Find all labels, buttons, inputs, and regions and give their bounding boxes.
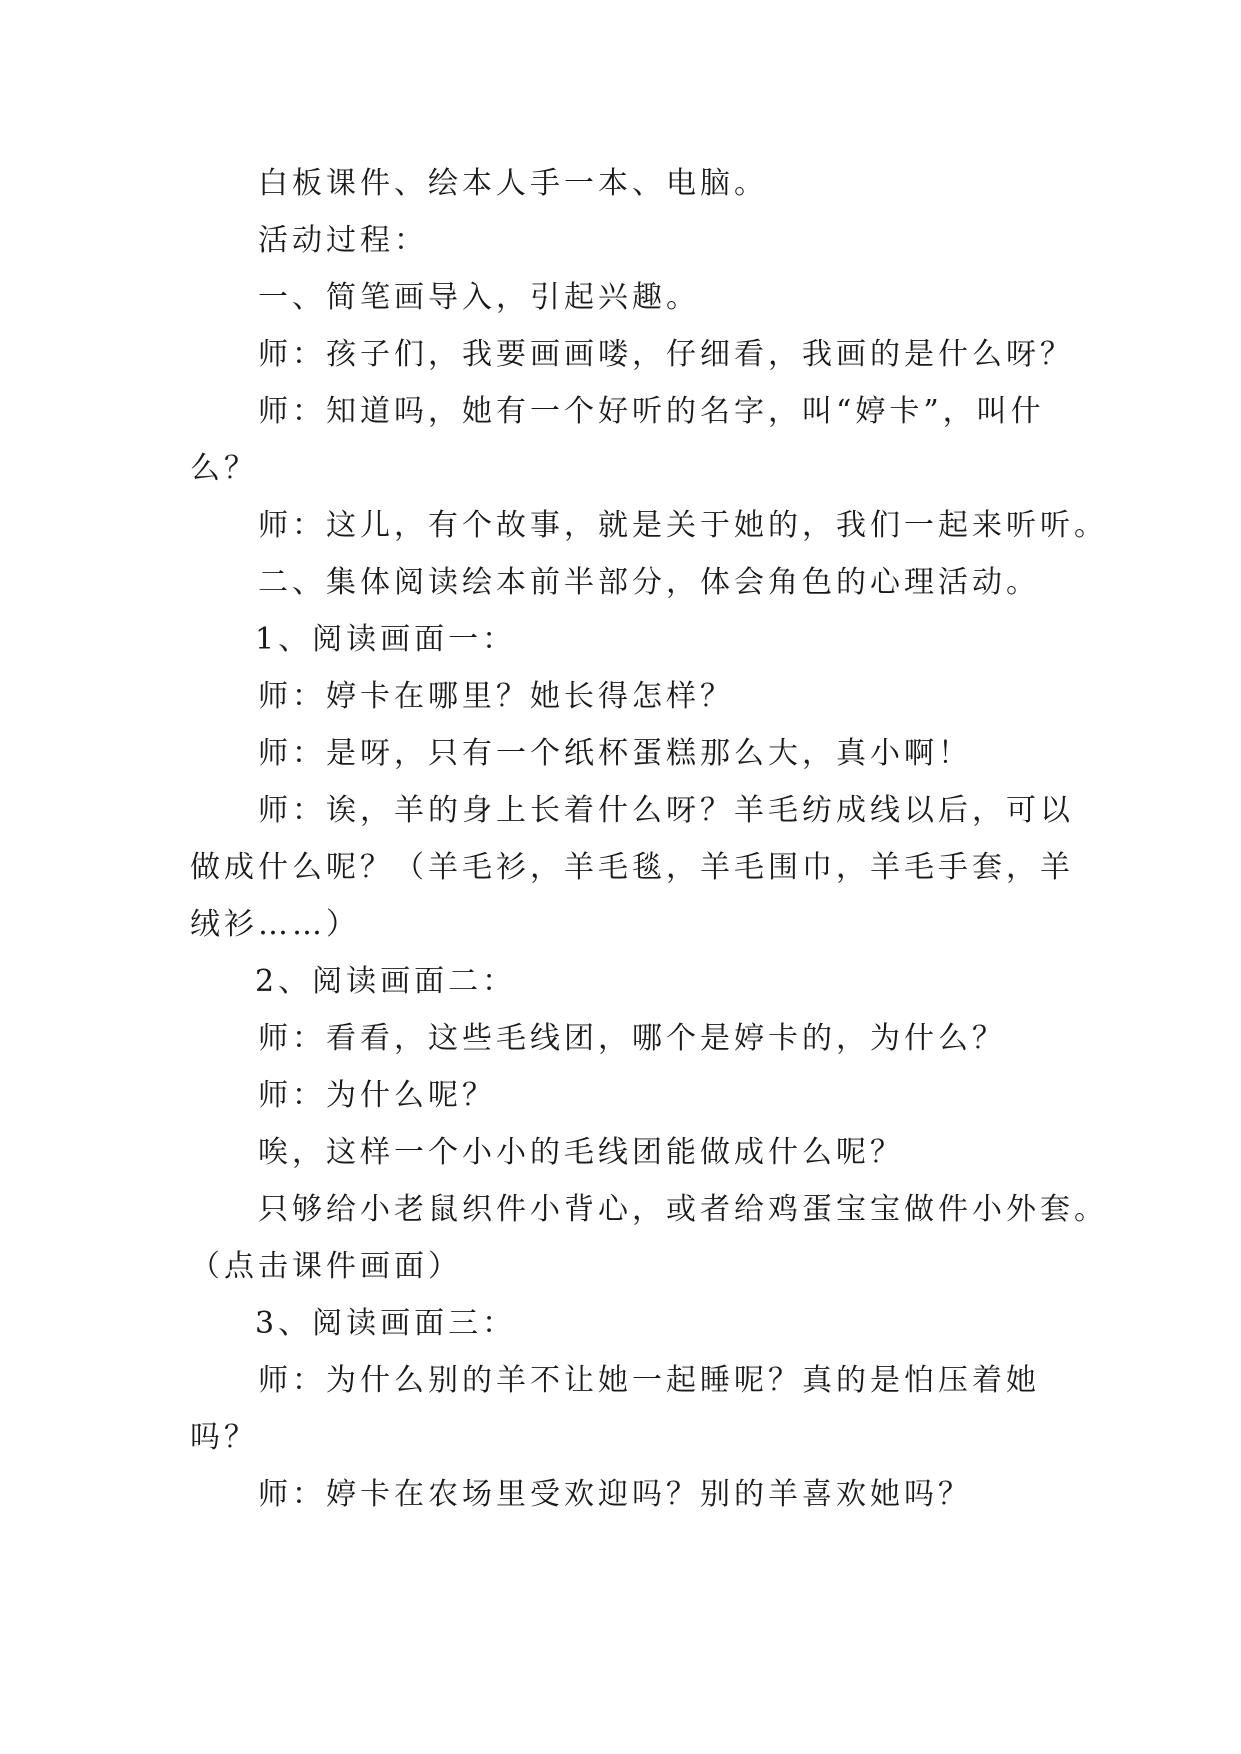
text-line: 一、简笔画导入，引起兴趣。 [258,280,700,315]
text-line: 师：诶，羊的身上长着什么呀？羊毛纺成线以后，可以 [258,793,1074,828]
text-line: 只够给小老鼠织件小背心，或者给鸡蛋宝宝做件小外套。 [258,1192,1108,1227]
text-line: 师：孩子们，我要画画喽，仔细看，我画的是什么呀？ [258,337,1074,372]
text-line: 师：是呀，只有一个纸杯蛋糕那么大，真小啊！ [258,736,972,771]
text-line: 吗？ [190,1420,258,1455]
text-line: 师：这儿，有个故事，就是关于她的，我们一起来听听。 [258,508,1108,543]
text-line: 师：婷卡在农场里受欢迎吗？别的羊喜欢她吗？ [258,1477,972,1512]
text-line: 师：知道吗，她有一个好听的名字，叫“婷卡”，叫什 [258,394,1045,429]
text-line: （点击课件画面） [190,1249,462,1284]
text-line: 二、集体阅读绘本前半部分，体会角色的心理活动。 [258,565,1040,600]
text-line: 师：看看，这些毛线团，哪个是婷卡的，为什么？ [258,1021,1006,1056]
text-line: 3、阅读画面三： [255,1306,517,1341]
text-line: 绒衫……） [190,907,360,942]
text-line: 2、阅读画面二： [255,964,517,999]
text-line: 么？ [190,451,258,486]
text-line: 师：为什么别的羊不让她一起睡呢？真的是怕压着她 [258,1363,1040,1398]
text-line: 1、阅读画面一： [255,622,517,657]
text-line: 白板课件、绘本人手一本、电脑。 [258,166,768,201]
text-line: 唉，这样一个小小的毛线团能做成什么呢？ [258,1135,904,1170]
text-line: 活动过程： [258,223,428,258]
text-line: 师：为什么呢？ [258,1078,496,1113]
text-line: 做成什么呢？（羊毛衫，羊毛毯，羊毛围巾，羊毛手套，羊 [190,850,1074,885]
text-line: 师：婷卡在哪里？她长得怎样？ [258,679,734,714]
